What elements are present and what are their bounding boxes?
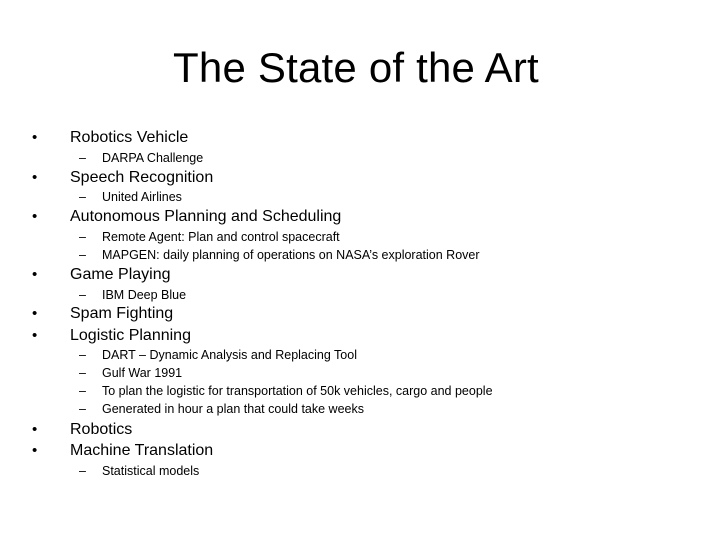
sub-bullet-text: Generated in hour a plan that could take weeks xyxy=(102,402,364,416)
sub-bullet-text: IBM Deep Blue xyxy=(102,288,187,302)
bullet-text: Robotics Vehicle xyxy=(70,129,189,146)
dash-icon: – xyxy=(79,151,86,165)
bullet-text: Robotics xyxy=(70,421,133,438)
bullet-icon: • xyxy=(32,305,38,322)
dash-icon: – xyxy=(79,248,86,262)
dash-icon: – xyxy=(79,348,86,362)
bullet-text: Spam Fighting xyxy=(70,305,174,322)
bullet-icon: • xyxy=(32,327,38,344)
bullet-icon: • xyxy=(32,266,38,283)
dash-icon: – xyxy=(79,464,86,478)
sub-bullet-text: Remote Agent: Plan and control spacecraft xyxy=(102,230,340,244)
slide-title: The State of the Art xyxy=(173,44,539,91)
sub-bullet-text: To plan the logistic for transportation of 50k vehicles, cargo and people xyxy=(102,384,493,398)
bullet-icon: • xyxy=(32,421,38,438)
dash-icon: – xyxy=(79,230,86,244)
bullet-icon: • xyxy=(32,169,38,186)
dash-icon: – xyxy=(79,288,86,302)
bullet-icon: • xyxy=(32,129,38,146)
sub-bullet-text: United Airlines xyxy=(102,190,182,204)
sub-bullet-text: Gulf War 1991 xyxy=(102,366,183,380)
bullet-text: Machine Translation xyxy=(70,442,214,459)
dash-icon: – xyxy=(79,366,86,380)
sub-bullet-text: DART – Dynamic Analysis and Replacing Tool xyxy=(102,348,357,362)
dash-icon: – xyxy=(79,384,86,398)
bullet-text: Game Playing xyxy=(70,266,171,283)
bullet-icon: • xyxy=(32,442,38,459)
bullet-text: Autonomous Planning and Scheduling xyxy=(70,208,342,225)
dash-icon: – xyxy=(79,402,86,416)
dash-icon: – xyxy=(79,190,86,204)
sub-bullet-text: DARPA Challenge xyxy=(102,151,204,165)
bullet-text: Speech Recognition xyxy=(70,169,214,186)
sub-bullet-text: Statistical models xyxy=(102,464,200,478)
sub-bullet-text: MAPGEN: daily planning of operations on NASA’s exploration Rover xyxy=(102,248,480,262)
bullet-text: Logistic Planning xyxy=(70,327,191,344)
bullet-icon: • xyxy=(32,208,38,225)
